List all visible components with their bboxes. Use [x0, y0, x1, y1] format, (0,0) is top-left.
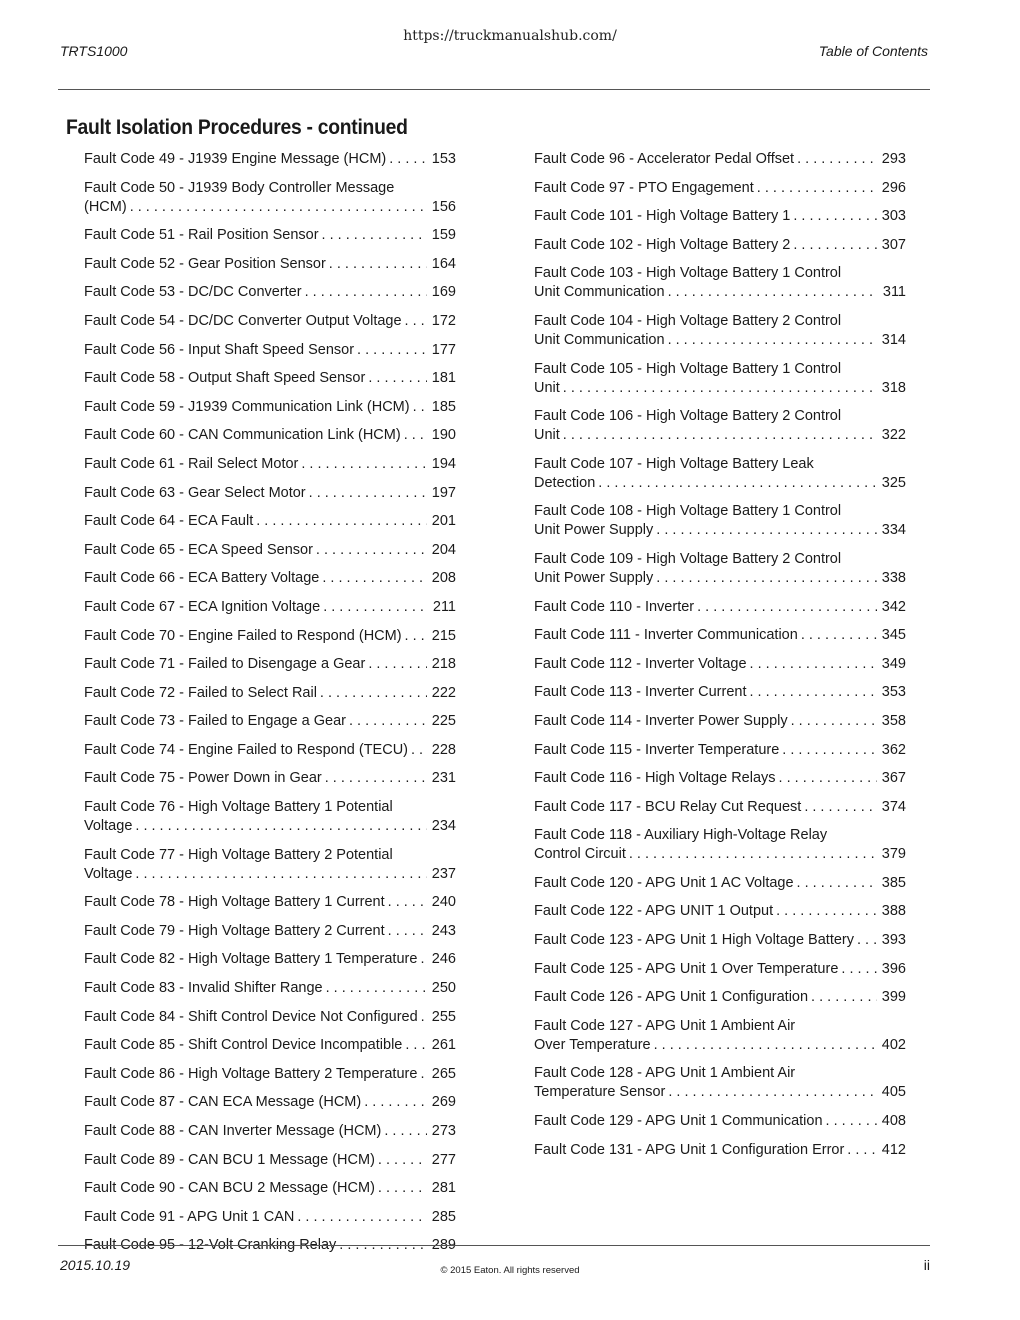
toc-page-number: 234: [431, 818, 456, 835]
toc-page-number: 156: [431, 198, 456, 215]
toc-page-number: 153: [431, 151, 456, 167]
dot-leader: [791, 712, 877, 731]
toc-entry-title: Unit: [534, 427, 560, 444]
toc-page-number: 228: [431, 741, 456, 758]
toc-entry-title: (HCM): [84, 198, 127, 215]
toc-page-number: 318: [881, 379, 906, 396]
dot-leader: [563, 426, 877, 445]
dot-leader: [750, 683, 878, 702]
toc-page-number: 367: [881, 770, 906, 787]
toc-entry-title: Fault Code 122 - APG UNIT 1 Output: [534, 903, 774, 920]
toc-entry-title: Fault Code 116 - High Voltage Relays: [534, 770, 776, 787]
toc-page-number: 281: [431, 1180, 456, 1197]
toc-page-number: 250: [431, 980, 456, 997]
toc-entry[interactable]: [84, 712, 456, 731]
toc-entry[interactable]: [534, 655, 906, 674]
toc-entry-title: Fault Code 74 - Engine Failed to Respond (TECU): [84, 741, 408, 758]
toc-page-number: 303: [881, 208, 906, 225]
toc-entry-title: Unit Power Supply: [534, 569, 654, 586]
toc-entry[interactable]: [84, 398, 456, 417]
dot-leader: [297, 1208, 427, 1227]
toc-entry[interactable]: [84, 1151, 456, 1170]
dot-leader: [405, 1036, 427, 1055]
dot-leader: [329, 255, 427, 274]
dot-leader: [413, 398, 427, 417]
toc-entry[interactable]: [534, 874, 906, 893]
dot-leader: [420, 1065, 427, 1084]
toc-entry-title: Fault Code 63 - Gear Select Motor: [84, 484, 306, 501]
toc-entry-title: Fault Code 117 - BCU Relay Cut Request: [534, 798, 802, 815]
toc-entry[interactable]: [84, 150, 456, 169]
toc-page-number: 185: [431, 398, 456, 415]
footer-rule: [58, 1245, 930, 1246]
dot-leader: [256, 512, 427, 531]
toc-entry[interactable]: [84, 769, 456, 788]
toc-entry[interactable]: [534, 598, 906, 617]
toc-entry-title-line: Fault Code 107 - High Voltage Battery Leak: [534, 455, 814, 472]
toc-entry-title-line: Fault Code 50 - J1939 Body Controller Message: [84, 179, 395, 196]
toc-page-number: 208: [431, 570, 456, 587]
dot-leader: [750, 655, 877, 674]
toc-entry[interactable]: [84, 598, 456, 617]
toc-entry[interactable]: [84, 512, 456, 531]
toc-entry[interactable]: [84, 922, 456, 941]
dot-leader: [801, 626, 877, 645]
toc-entry-title-line: Fault Code 77 - High Voltage Battery 2 Potential: [84, 846, 393, 863]
toc-page-number: 240: [431, 894, 456, 911]
toc-entry-title: Fault Code 86 - High Voltage Battery 2 Temperature: [84, 1065, 418, 1082]
dot-leader: [776, 902, 877, 921]
toc-entry-title-line: Fault Code 105 - High Voltage Battery 1 Control: [534, 360, 842, 377]
dot-leader: [826, 1112, 877, 1131]
dot-leader: [697, 598, 877, 617]
toc-entry[interactable]: [534, 626, 906, 645]
dot-leader: [305, 283, 427, 302]
toc-entry-title: Unit Power Supply: [534, 522, 654, 539]
toc-entry-title: Fault Code 58 - Output Shaft Speed Sensor: [84, 370, 366, 387]
dot-leader: [668, 1083, 877, 1102]
toc-page-number: 358: [881, 712, 906, 729]
toc-page-number: 218: [431, 656, 456, 673]
toc-entry-title: Unit Communication: [534, 331, 665, 348]
toc-page-number: 385: [881, 874, 906, 891]
dot-leader: [857, 931, 877, 950]
publication-date: 2015.10.19: [60, 1257, 131, 1273]
toc-entry-title: Over Temperature: [534, 1036, 651, 1053]
toc-entry-title: Fault Code 70 - Engine Failed to Respond (HCM): [84, 627, 402, 644]
dot-leader: [135, 817, 427, 836]
toc-entry-title: Fault Code 64 - ECA Fault: [84, 513, 254, 530]
toc-entry-title-line: Fault Code 127 - APG Unit 1 Ambient Air: [534, 1017, 796, 1034]
toc-entry[interactable]: [84, 798, 456, 836]
toc-entry[interactable]: [84, 455, 456, 474]
toc-entry-title: Fault Code 115 - Inverter Temperature: [534, 741, 780, 758]
document-id: TRTS1000: [60, 43, 128, 59]
toc-page-number: 349: [881, 655, 906, 672]
dot-leader: [388, 922, 427, 941]
toc-entry[interactable]: [534, 988, 906, 1007]
toc-entry-title: Temperature Sensor: [534, 1084, 666, 1101]
toc-entry-title: Fault Code 52 - Gear Position Sensor: [84, 255, 326, 272]
toc-entry[interactable]: [84, 426, 456, 445]
toc-page-number: 243: [431, 922, 456, 939]
toc-page-number: 177: [431, 341, 456, 358]
toc-entry-title: Fault Code 87 - CAN ECA Message (HCM): [84, 1094, 362, 1111]
dot-leader: [325, 769, 427, 788]
toc-entry-title: Fault Code 49 - J1939 Engine Message (HCM): [84, 151, 387, 167]
toc-entry-title: Fault Code 73 - Failed to Engage a Gear: [84, 713, 346, 730]
toc-entry[interactable]: [534, 826, 906, 864]
toc-entry[interactable]: [534, 455, 906, 493]
toc-entry[interactable]: [534, 1141, 906, 1160]
toc-page-number: 325: [881, 474, 906, 491]
toc-left-column: [84, 150, 456, 1265]
toc-entry[interactable]: [84, 283, 456, 302]
dot-leader: [811, 988, 877, 1007]
dot-leader: [309, 484, 427, 503]
dot-leader: [404, 426, 427, 445]
toc-entry-title: Fault Code 84 - Shift Control Device Not Configured: [84, 1008, 418, 1025]
toc-entry[interactable]: [84, 341, 456, 360]
toc-page-number: 159: [431, 227, 456, 244]
toc-page-number: 405: [881, 1084, 906, 1101]
dot-leader: [378, 1179, 427, 1198]
dot-leader: [368, 655, 427, 674]
toc-page-number: 314: [881, 331, 906, 348]
toc-entry[interactable]: [534, 236, 906, 255]
toc-entry[interactable]: [534, 1064, 906, 1102]
toc-entry[interactable]: [84, 979, 456, 998]
toc-entry-title: Detection: [534, 474, 596, 491]
toc-entry[interactable]: [534, 550, 906, 588]
toc-entry[interactable]: [534, 798, 906, 817]
toc-entry[interactable]: [84, 846, 456, 884]
toc-page-number: 289: [431, 1237, 456, 1254]
toc-entry[interactable]: [534, 207, 906, 226]
toc-entry-title: Fault Code 111 - Inverter Communication: [534, 627, 798, 644]
toc-entry-title: Fault Code 79 - High Voltage Battery 2 Current: [84, 922, 385, 939]
toc-entry-title: Fault Code 82 - High Voltage Battery 1 Temperature: [84, 951, 418, 968]
dot-leader: [629, 845, 877, 864]
toc-page-number: 181: [431, 370, 456, 387]
toc-entry-title: Voltage: [84, 865, 133, 882]
toc-entry[interactable]: [534, 712, 906, 731]
toc-page-number: 362: [881, 741, 906, 758]
toc-page-number: 172: [431, 312, 456, 329]
toc-entry-title: Fault Code 101 - High Voltage Battery 1: [534, 208, 791, 225]
dot-leader: [135, 865, 427, 884]
dot-leader: [322, 226, 427, 245]
dot-leader: [364, 1093, 427, 1112]
toc-entry-title: Fault Code 97 - PTO Engagement: [534, 179, 754, 196]
toc-right-column: [534, 150, 906, 1169]
toc-entry-title: Fault Code 114 - Inverter Power Supply: [534, 712, 788, 729]
toc-entry[interactable]: [84, 484, 456, 503]
toc-entry[interactable]: [84, 312, 456, 331]
toc-page-number: 412: [881, 1141, 906, 1158]
toc-entry-title: Fault Code 102 - High Voltage Battery 2: [534, 236, 791, 253]
dot-leader: [797, 874, 877, 893]
toc-entry-title: Fault Code 71 - Failed to Disengage a Gear: [84, 656, 366, 673]
dot-leader: [782, 741, 877, 760]
dot-leader: [793, 207, 877, 226]
dot-leader: [301, 455, 427, 474]
toc-page-number: 311: [882, 284, 906, 301]
toc-entry-title-line: Fault Code 109 - High Voltage Battery 2 Control: [534, 550, 842, 567]
toc-page-number: 261: [431, 1037, 456, 1054]
toc-entry-title: Fault Code 129 - APG Unit 1 Communication: [534, 1113, 823, 1130]
toc-entry[interactable]: [84, 893, 456, 912]
dot-leader: [405, 627, 427, 646]
toc-entry[interactable]: [84, 1122, 456, 1141]
toc-entry-title: Fault Code 78 - High Voltage Battery 1 Current: [84, 894, 385, 911]
toc-entry-title: Fault Code 53 - DC/DC Converter: [84, 284, 302, 301]
toc-entry-title: Fault Code 75 - Power Down in Gear: [84, 770, 322, 787]
toc-page-number: 345: [881, 627, 906, 644]
toc-entry[interactable]: [84, 1065, 456, 1084]
dot-leader: [389, 150, 427, 169]
toc-entry-title: Fault Code 72 - Failed to Select Rail: [84, 684, 317, 701]
toc-entry[interactable]: [534, 683, 906, 702]
toc-page-number: 204: [431, 541, 456, 558]
toc-entry-title: Fault Code 112 - Inverter Voltage: [534, 655, 747, 672]
toc-entry[interactable]: [534, 179, 906, 198]
toc-entry-title: Fault Code 89 - CAN BCU 1 Message (HCM): [84, 1151, 375, 1168]
toc-entry-title: Fault Code 110 - Inverter: [534, 598, 695, 615]
dot-leader: [654, 1036, 877, 1055]
dot-leader: [847, 1141, 877, 1160]
dot-leader: [656, 521, 877, 540]
toc-entry[interactable]: [84, 369, 456, 388]
section-name: Table of Contents: [818, 43, 928, 59]
toc-page-number: 396: [881, 960, 906, 977]
toc-page-number: 353: [881, 684, 906, 701]
toc-entry-title: Fault Code 56 - Input Shaft Speed Sensor: [84, 341, 355, 358]
page-number: ii: [923, 1257, 930, 1273]
toc-page-number: 265: [431, 1065, 456, 1082]
dot-leader: [668, 283, 877, 302]
dot-leader: [388, 893, 427, 912]
toc-page-number: 393: [881, 932, 906, 949]
toc-entry-title: Fault Code 83 - Invalid Shifter Range: [84, 980, 323, 997]
section-title: Fault Isolation Procedures - continued: [66, 116, 408, 139]
toc-entry[interactable]: [84, 950, 456, 969]
toc-entry[interactable]: [84, 1208, 456, 1227]
toc-page-number: 285: [431, 1208, 456, 1225]
toc-entry[interactable]: [84, 627, 456, 646]
toc-entry[interactable]: [534, 931, 906, 950]
toc-entry[interactable]: [84, 255, 456, 274]
header-rule: [58, 89, 930, 90]
dot-leader: [320, 684, 427, 703]
toc-page-number: 255: [431, 1008, 456, 1025]
toc-entry[interactable]: [84, 226, 456, 245]
toc-entry[interactable]: [534, 360, 906, 398]
toc-page-number: 402: [881, 1036, 906, 1053]
toc-entry-title: Unit Communication: [534, 284, 665, 301]
dot-leader: [779, 769, 877, 788]
toc-entry[interactable]: [534, 741, 906, 760]
toc-entry-title-line: Fault Code 118 - Auxiliary High-Voltage Relay: [534, 827, 828, 844]
toc-page-number: 334: [881, 522, 906, 539]
toc-entry-title-line: Fault Code 128 - APG Unit 1 Ambient Air: [534, 1065, 796, 1082]
dot-leader: [322, 569, 427, 588]
dot-leader: [357, 341, 427, 360]
toc-entry-title: Fault Code 66 - ECA Battery Voltage: [84, 570, 320, 587]
toc-entry[interactable]: [534, 769, 906, 788]
toc-page-number: 338: [881, 569, 906, 586]
toc-page-number: 246: [431, 951, 456, 968]
toc-page-number: 408: [881, 1113, 906, 1130]
dot-leader: [405, 312, 427, 331]
toc-page-number: 237: [431, 865, 456, 882]
toc-entry-title: Fault Code 60 - CAN Communication Link (HCM): [84, 427, 401, 444]
toc-entry[interactable]: [84, 655, 456, 674]
toc-entry-title: Fault Code 131 - APG Unit 1 Configuration Error: [534, 1141, 845, 1158]
toc-entry-title: Fault Code 67 - ECA Ignition Voltage: [84, 598, 321, 615]
toc-page-number: 296: [881, 179, 906, 196]
toc-page-number: 231: [431, 770, 456, 787]
toc-page-number: 374: [881, 798, 906, 815]
toc-entry-title: Fault Code 126 - APG Unit 1 Configuration: [534, 989, 809, 1006]
toc-page-number: 197: [431, 484, 456, 501]
toc-entry-title: Fault Code 88 - CAN Inverter Message (HCM): [84, 1123, 382, 1139]
toc-entry-title: Voltage: [84, 818, 133, 835]
toc-entry[interactable]: [534, 312, 906, 350]
toc-entry-title-line: Fault Code 104 - High Voltage Battery 2 Control: [534, 312, 842, 329]
toc-entry[interactable]: [84, 541, 456, 560]
toc-page-number: 222: [431, 684, 456, 701]
dot-leader: [420, 950, 427, 969]
toc-entry-title: Fault Code 65 - ECA Speed Sensor: [84, 541, 313, 558]
toc-entry[interactable]: [534, 407, 906, 445]
toc-entry[interactable]: [84, 1036, 456, 1055]
toc-page-number: 307: [881, 236, 906, 253]
toc-page-number: 225: [431, 713, 456, 730]
dot-leader: [668, 331, 877, 350]
toc-page-number: 399: [881, 989, 906, 1006]
toc-page-number: 273: [431, 1123, 456, 1139]
toc-entry-title: Fault Code 120 - APG Unit 1 AC Voltage: [534, 874, 794, 891]
dot-leader: [793, 236, 877, 255]
toc-page-number: 215: [431, 627, 456, 644]
toc-page-number: 277: [431, 1151, 456, 1168]
toc-entry[interactable]: [84, 741, 456, 760]
toc-entry-title: Fault Code 123 - APG Unit 1 High Voltage Battery: [534, 932, 854, 949]
toc-entry[interactable]: [84, 179, 456, 217]
source-url[interactable]: https://truckmanualshub.com/: [403, 28, 617, 44]
dot-leader: [378, 1151, 427, 1170]
toc-page-number: 379: [881, 846, 906, 863]
toc-entry-title: Fault Code 61 - Rail Select Motor: [84, 455, 299, 472]
toc-entry[interactable]: [534, 1017, 906, 1055]
toc-entry-title: Fault Code 96 - Accelerator Pedal Offset: [534, 151, 795, 167]
dot-leader: [656, 569, 877, 588]
dot-leader: [563, 379, 877, 398]
toc-entry-title: Fault Code 113 - Inverter Current: [534, 684, 747, 701]
dot-leader: [368, 369, 427, 388]
toc-entry[interactable]: [534, 902, 906, 921]
toc-entry-title: Fault Code 85 - Shift Control Device Incompatible: [84, 1037, 403, 1054]
toc-entry[interactable]: [534, 264, 906, 302]
toc-entry-title-line: Fault Code 76 - High Voltage Battery 1 Potential: [84, 799, 393, 816]
dot-leader: [384, 1122, 427, 1141]
toc-entry-title: Fault Code 59 - J1939 Communication Link (HCM): [84, 398, 410, 415]
toc-entry-title: Fault Code 54 - DC/DC Converter Output Voltage: [84, 312, 402, 329]
toc-entry-title: Fault Code 95 - 12-Volt Cranking Relay: [84, 1237, 337, 1254]
dot-leader: [841, 960, 877, 979]
toc-page-number: 342: [881, 598, 906, 615]
dot-leader: [411, 741, 427, 760]
dot-leader: [421, 1008, 427, 1027]
toc-page-number: 190: [431, 427, 456, 444]
dot-leader: [323, 598, 427, 617]
toc-entry-title: Fault Code 90 - CAN BCU 2 Message (HCM): [84, 1180, 375, 1197]
toc-page-number: 322: [881, 427, 906, 444]
toc-page-number: 293: [881, 151, 906, 167]
dot-leader: [316, 541, 427, 560]
toc-entry-title-line: Fault Code 108 - High Voltage Battery 1 Control: [534, 503, 842, 520]
toc-page-number: 388: [881, 903, 906, 920]
copyright-notice: © 2015 Eaton. All rights reserved: [440, 1265, 580, 1276]
toc-page-number: 164: [431, 255, 456, 272]
toc-page-number: 211: [432, 598, 456, 615]
toc-entry[interactable]: [84, 1008, 456, 1027]
toc-page-number: 194: [431, 455, 456, 472]
dot-leader: [349, 712, 427, 731]
toc-page-number: 201: [431, 513, 456, 530]
toc-entry-title: Control Circuit: [534, 846, 626, 863]
toc-entry-title: Fault Code 51 - Rail Position Sensor: [84, 227, 319, 244]
toc-entry[interactable]: [534, 1112, 906, 1131]
toc-entry[interactable]: [84, 1093, 456, 1112]
toc-entry[interactable]: [84, 569, 456, 588]
toc-page-number: 169: [431, 284, 456, 301]
dot-leader: [598, 474, 877, 493]
toc-entry-title: Fault Code 125 - APG Unit 1 Over Temperature: [534, 960, 839, 977]
toc-entry[interactable]: [534, 960, 906, 979]
toc-entry-title: Unit: [534, 379, 560, 396]
toc-entry[interactable]: [534, 150, 906, 169]
toc-entry-title-line: Fault Code 106 - High Voltage Battery 2 Control: [534, 408, 842, 425]
toc-entry-title: Fault Code 91 - APG Unit 1 CAN: [84, 1208, 295, 1225]
toc-entry[interactable]: [534, 502, 906, 540]
toc-entry[interactable]: [84, 684, 456, 703]
dot-leader: [804, 798, 877, 817]
toc-entry-title-line: Fault Code 103 - High Voltage Battery 1 Control: [534, 265, 842, 282]
toc-entry[interactable]: [84, 1179, 456, 1198]
dot-leader: [757, 179, 877, 198]
dot-leader: [130, 198, 427, 217]
dot-leader: [797, 150, 877, 169]
dot-leader: [326, 979, 427, 998]
toc-page-number: 269: [431, 1094, 456, 1111]
